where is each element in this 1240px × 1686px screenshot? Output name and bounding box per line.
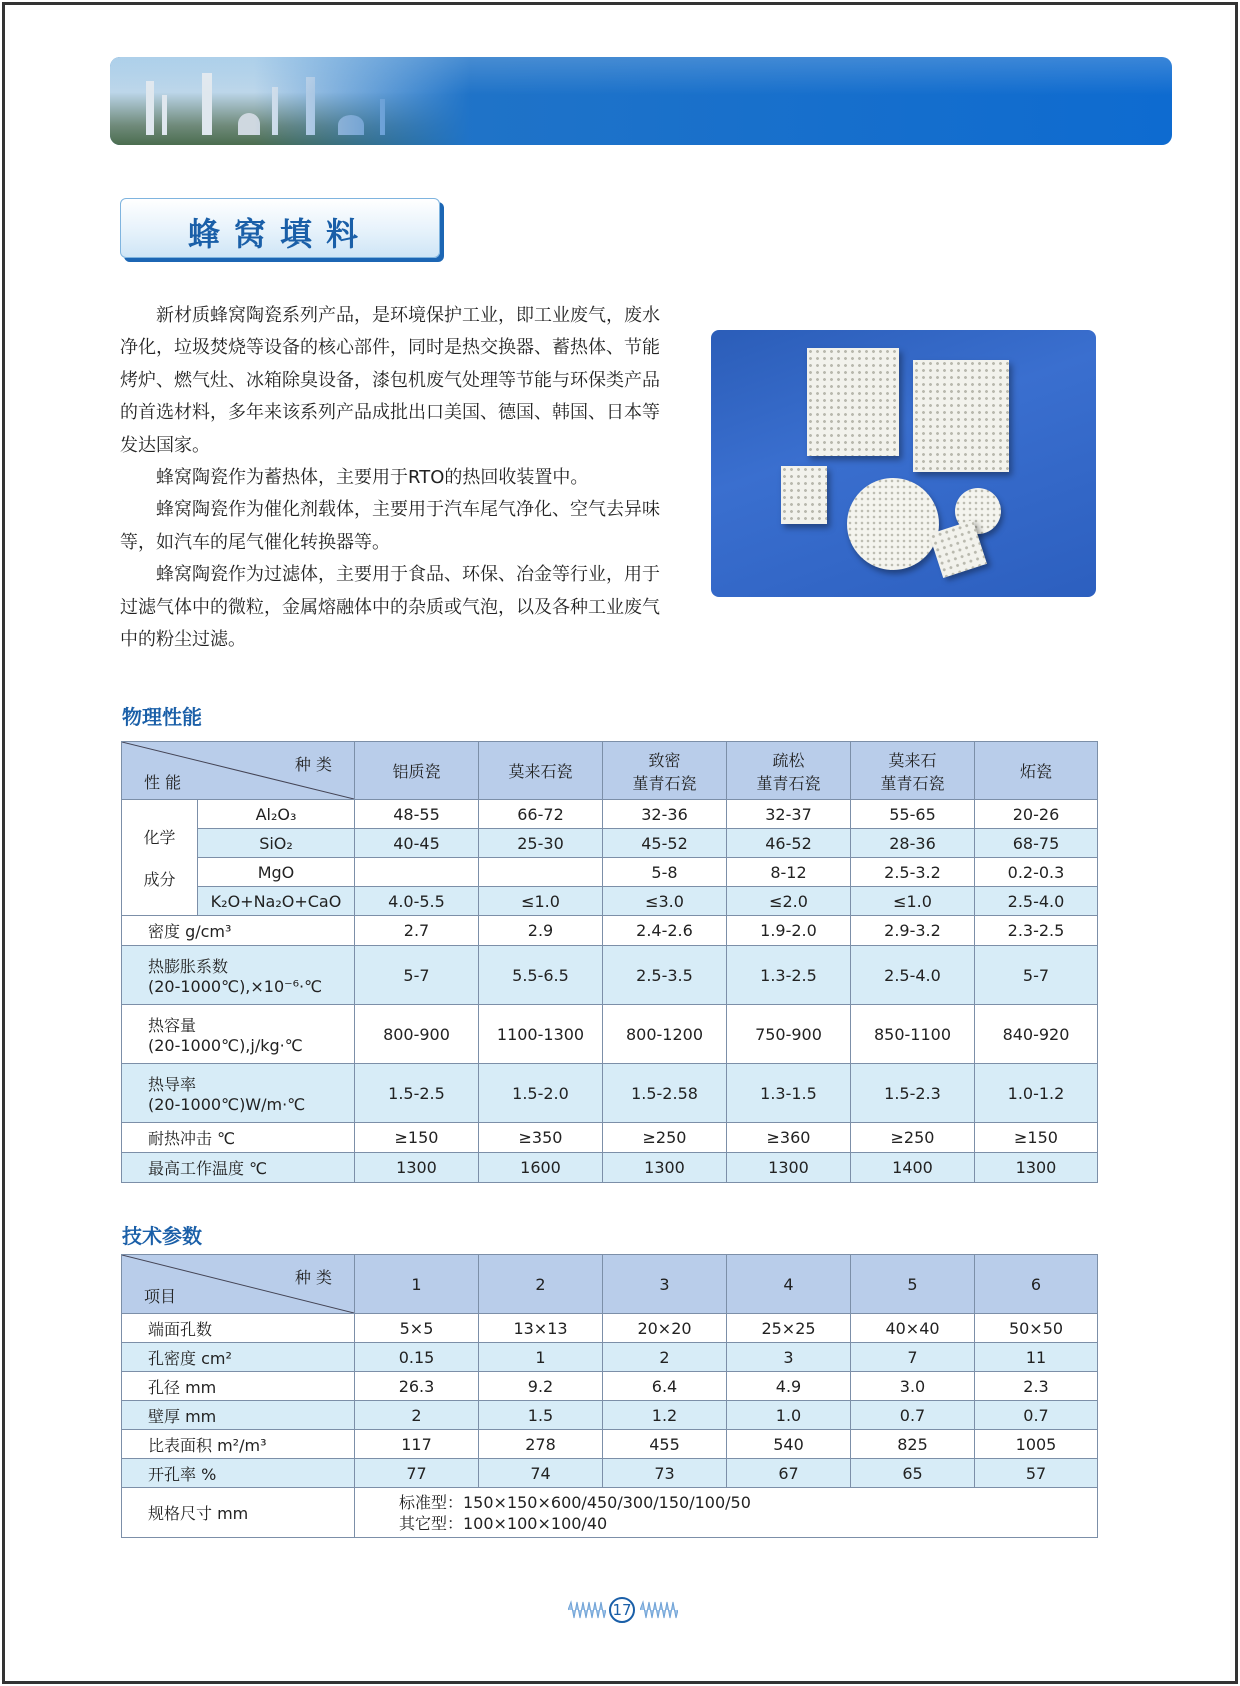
table-cell: 1.0-1.2 [975,1064,1098,1123]
row-label: 规格尺寸 mm [122,1488,355,1538]
row-label: 密度 g/cm³ [122,916,355,946]
row-label: 耐热冲击 ℃ [122,1123,355,1153]
table-cell: 0.15 [355,1343,479,1372]
row-label: 孔径 mm [122,1372,355,1401]
table-row [122,829,1098,858]
table-cell: 7 [851,1343,975,1372]
title-box [120,198,440,258]
spec-line: 其它型：100×100×100/40 [399,1513,608,1533]
row-label: 热膨胀系数 (20-1000℃),×10⁻⁶·℃ [122,946,355,1005]
table-cell: 5-7 [975,946,1098,1005]
column-header: 2 [479,1255,603,1314]
row-label: 开孔率 % [122,1459,355,1488]
corner-header [122,742,355,800]
physical-properties-table [121,741,1098,1183]
corner-property-label: 性 能 [144,773,182,792]
large-honeycomb-block [913,360,1009,472]
table-cell: 0.7 [851,1401,975,1430]
column-header: 莫来石 堇青石瓷 [851,742,975,800]
table-cell: 2 [603,1343,727,1372]
table-cell: ≤1.0 [851,887,975,916]
row-label: 最高工作温度 ℃ [122,1153,355,1183]
table-cell [479,858,603,887]
table-cell: 1.3-1.5 [727,1064,851,1123]
table-row [122,858,1098,887]
row-label: MgO [198,858,355,887]
table-row [122,887,1098,916]
table-row [122,1488,1098,1538]
table-cell: 750-900 [727,1005,851,1064]
table-cell: 77 [355,1459,479,1488]
row-label: 端面孔数 [122,1314,355,1343]
table-cell: 32-36 [603,800,727,829]
table-cell: 1.5-2.5 [355,1064,479,1123]
table-cell: 800-900 [355,1005,479,1064]
table-cell: 48-55 [355,800,479,829]
table-cell: 74 [479,1459,603,1488]
header-banner [110,57,1172,145]
page-title: 蜂窝填料 [187,215,372,253]
table-cell: 2.3 [975,1372,1098,1401]
row-label: 热导率 (20-1000℃)W/m·℃ [122,1064,355,1123]
table-row [122,1430,1098,1459]
table-cell: 2.5-3.5 [603,946,727,1005]
table-cell: 1.5 [479,1401,603,1430]
table-cell: 9.2 [479,1372,603,1401]
table-cell: 2 [355,1401,479,1430]
column-header: 莫来石瓷 [479,742,603,800]
table-row [122,1123,1098,1153]
corner-type-label: 种 类 [294,755,332,774]
table-cell: 2.3-2.5 [975,916,1098,946]
table-cell: 1.0 [727,1401,851,1430]
table-row [122,1153,1098,1183]
table-cell: 1400 [851,1153,975,1183]
intro-paragraph: 新材质蜂窝陶瓷系列产品，是环境保护工业，即工业废气，废水净化，垃圾焚烧等设备的核心部件，同时是热交换器、蓄热体、节能烤炉、燃气灶、冰箱除臭设备，漆包机废气处理等节能与环保类产品的首选材料，多年来该系列产品成批出口美国、德国、韩国、日本等发达国家。 [120,305,660,456]
column-header: 3 [603,1255,727,1314]
intro-paragraph: 蜂窝陶瓷作为蓄热体，主要用于RTO的热回收装置中。 [156,467,589,489]
table-cell: 455 [603,1430,727,1459]
table-cell: 25-30 [479,829,603,858]
intro-paragraph: 蜂窝陶瓷作为过滤体，主要用于食品、环保、冶金等行业，用于过滤气体中的微粒，金属熔融体中的杂质或气泡，以及各种工业废气中的粉尘过滤。 [120,564,660,651]
column-header: 疏松 堇青石瓷 [727,742,851,800]
zigzag-ornament-right [640,1600,678,1620]
corner-item-label: 项目 [144,1287,177,1306]
chemical-composition-label: 化学 成分 [122,800,198,916]
spec-line: 标准型：150×150×600/450/300/150/100/50 [399,1492,751,1512]
table-cell: 3.0 [851,1372,975,1401]
table-cell: 26.3 [355,1372,479,1401]
table-cell: 1600 [479,1153,603,1183]
table-cell: 1005 [975,1430,1098,1459]
table-cell: 11 [975,1343,1098,1372]
table-cell: 67 [727,1459,851,1488]
table-cell: 5-8 [603,858,727,887]
table-cell: 32-37 [727,800,851,829]
table-cell: 55-65 [851,800,975,829]
table-row [122,800,1098,829]
table-row [122,1343,1098,1372]
table-cell: ≤1.0 [479,887,603,916]
table-cell: 1300 [975,1153,1098,1183]
table-cell: 1 [479,1343,603,1372]
column-header: 5 [851,1255,975,1314]
row-label: K₂O+Na₂O+CaO [198,887,355,916]
table-cell: 2.5-4.0 [851,946,975,1005]
table-cell: ≤2.0 [727,887,851,916]
table-cell: 1.5-2.58 [603,1064,727,1123]
table-cell: 28-36 [851,829,975,858]
table-cell: 1300 [727,1153,851,1183]
table-row [122,1314,1098,1343]
spec-sizes [355,1488,1098,1538]
row-label: 比表面积 m²/m³ [122,1430,355,1459]
table-cell: 5.5-6.5 [479,946,603,1005]
corner-type-label: 种 类 [294,1268,332,1287]
table-cell: 825 [851,1430,975,1459]
column-header: 1 [355,1255,479,1314]
table-cell: 0.2-0.3 [975,858,1098,887]
row-label: 孔密度 cm² [122,1343,355,1372]
table-row [122,1372,1098,1401]
table-cell: 40×40 [851,1314,975,1343]
physical-properties-heading: 物理性能 [122,705,202,729]
table-cell: 4.0-5.5 [355,887,479,916]
table-cell: 3 [727,1343,851,1372]
table-row [122,916,1098,946]
table-cell: 40-45 [355,829,479,858]
table-cell: 1.2 [603,1401,727,1430]
table-cell: 2.9-3.2 [851,916,975,946]
zigzag-ornament-left [568,1600,606,1620]
table-cell: ≤3.0 [603,887,727,916]
table-row [122,1064,1098,1123]
intro-text [120,300,672,656]
column-header: 炻瓷 [975,742,1098,800]
table-row [122,1401,1098,1430]
table-cell: 2.7 [355,916,479,946]
column-header: 致密 堇青石瓷 [603,742,727,800]
table-cell: 117 [355,1430,479,1459]
table-cell: ≥350 [479,1123,603,1153]
column-header: 铝质瓷 [355,742,479,800]
row-label: SiO₂ [198,829,355,858]
table-row [122,1459,1098,1488]
technical-params-heading: 技术参数 [122,1224,202,1248]
table-cell: 5-7 [355,946,479,1005]
table-row [122,1005,1098,1064]
table-cell: 73 [603,1459,727,1488]
table-cell: 850-1100 [851,1005,975,1064]
table-cell: 278 [479,1430,603,1459]
table-cell: 25×25 [727,1314,851,1343]
table-cell: 50×50 [975,1314,1098,1343]
table-cell: 1300 [355,1153,479,1183]
table-cell: 20×20 [603,1314,727,1343]
table-cell: 65 [851,1459,975,1488]
honeycomb-ceramics-photo [711,330,1096,597]
table-cell [355,858,479,887]
technical-params-table [121,1254,1098,1538]
page-number-label: 17 [609,1597,635,1623]
table-cell: ≥250 [851,1123,975,1153]
table-cell: 8-12 [727,858,851,887]
table-cell: 0.7 [975,1401,1098,1430]
table-cell: 20-26 [975,800,1098,829]
table-cell: 2.9 [479,916,603,946]
table-cell: ≥150 [355,1123,479,1153]
table-row [122,946,1098,1005]
round-honeycomb-disc [847,478,939,570]
corner-header [122,1255,355,1314]
large-honeycomb-block [807,348,899,456]
column-header: 4 [727,1255,851,1314]
row-label: 热容量 (20-1000℃),j/kg·℃ [122,1005,355,1064]
table-cell: 57 [975,1459,1098,1488]
table-cell: 2.4-2.6 [603,916,727,946]
table-cell: ≥360 [727,1123,851,1153]
table-cell: 2.5-4.0 [975,887,1098,916]
table-cell: 2.5-3.2 [851,858,975,887]
table-cell: ≥150 [975,1123,1098,1153]
table-cell: 68-75 [975,829,1098,858]
table-cell: 540 [727,1430,851,1459]
table-cell: 6.4 [603,1372,727,1401]
table-cell: 45-52 [603,829,727,858]
table-cell: 1.5-2.0 [479,1064,603,1123]
column-header: 6 [975,1255,1098,1314]
table-cell: 1.3-2.5 [727,946,851,1005]
table-cell: 5×5 [355,1314,479,1343]
small-honeycomb-block [781,466,827,524]
intro-paragraph: 蜂窝陶瓷作为催化剂载体，主要用于汽车尾气净化、空气去异味等，如汽车的尾气催化转换器等。 [120,499,660,553]
table-cell: 840-920 [975,1005,1098,1064]
table-cell: 46-52 [727,829,851,858]
table-cell: 1300 [603,1153,727,1183]
table-cell: 800-1200 [603,1005,727,1064]
table-cell: ≥250 [603,1123,727,1153]
table-cell: 1.9-2.0 [727,916,851,946]
page-number [568,1597,678,1623]
table-cell: 1.5-2.3 [851,1064,975,1123]
table-cell: 4.9 [727,1372,851,1401]
table-cell: 1100-1300 [479,1005,603,1064]
row-label: Al₂O₃ [198,800,355,829]
table-cell: 13×13 [479,1314,603,1343]
table-cell: 66-72 [479,800,603,829]
row-label: 壁厚 mm [122,1401,355,1430]
